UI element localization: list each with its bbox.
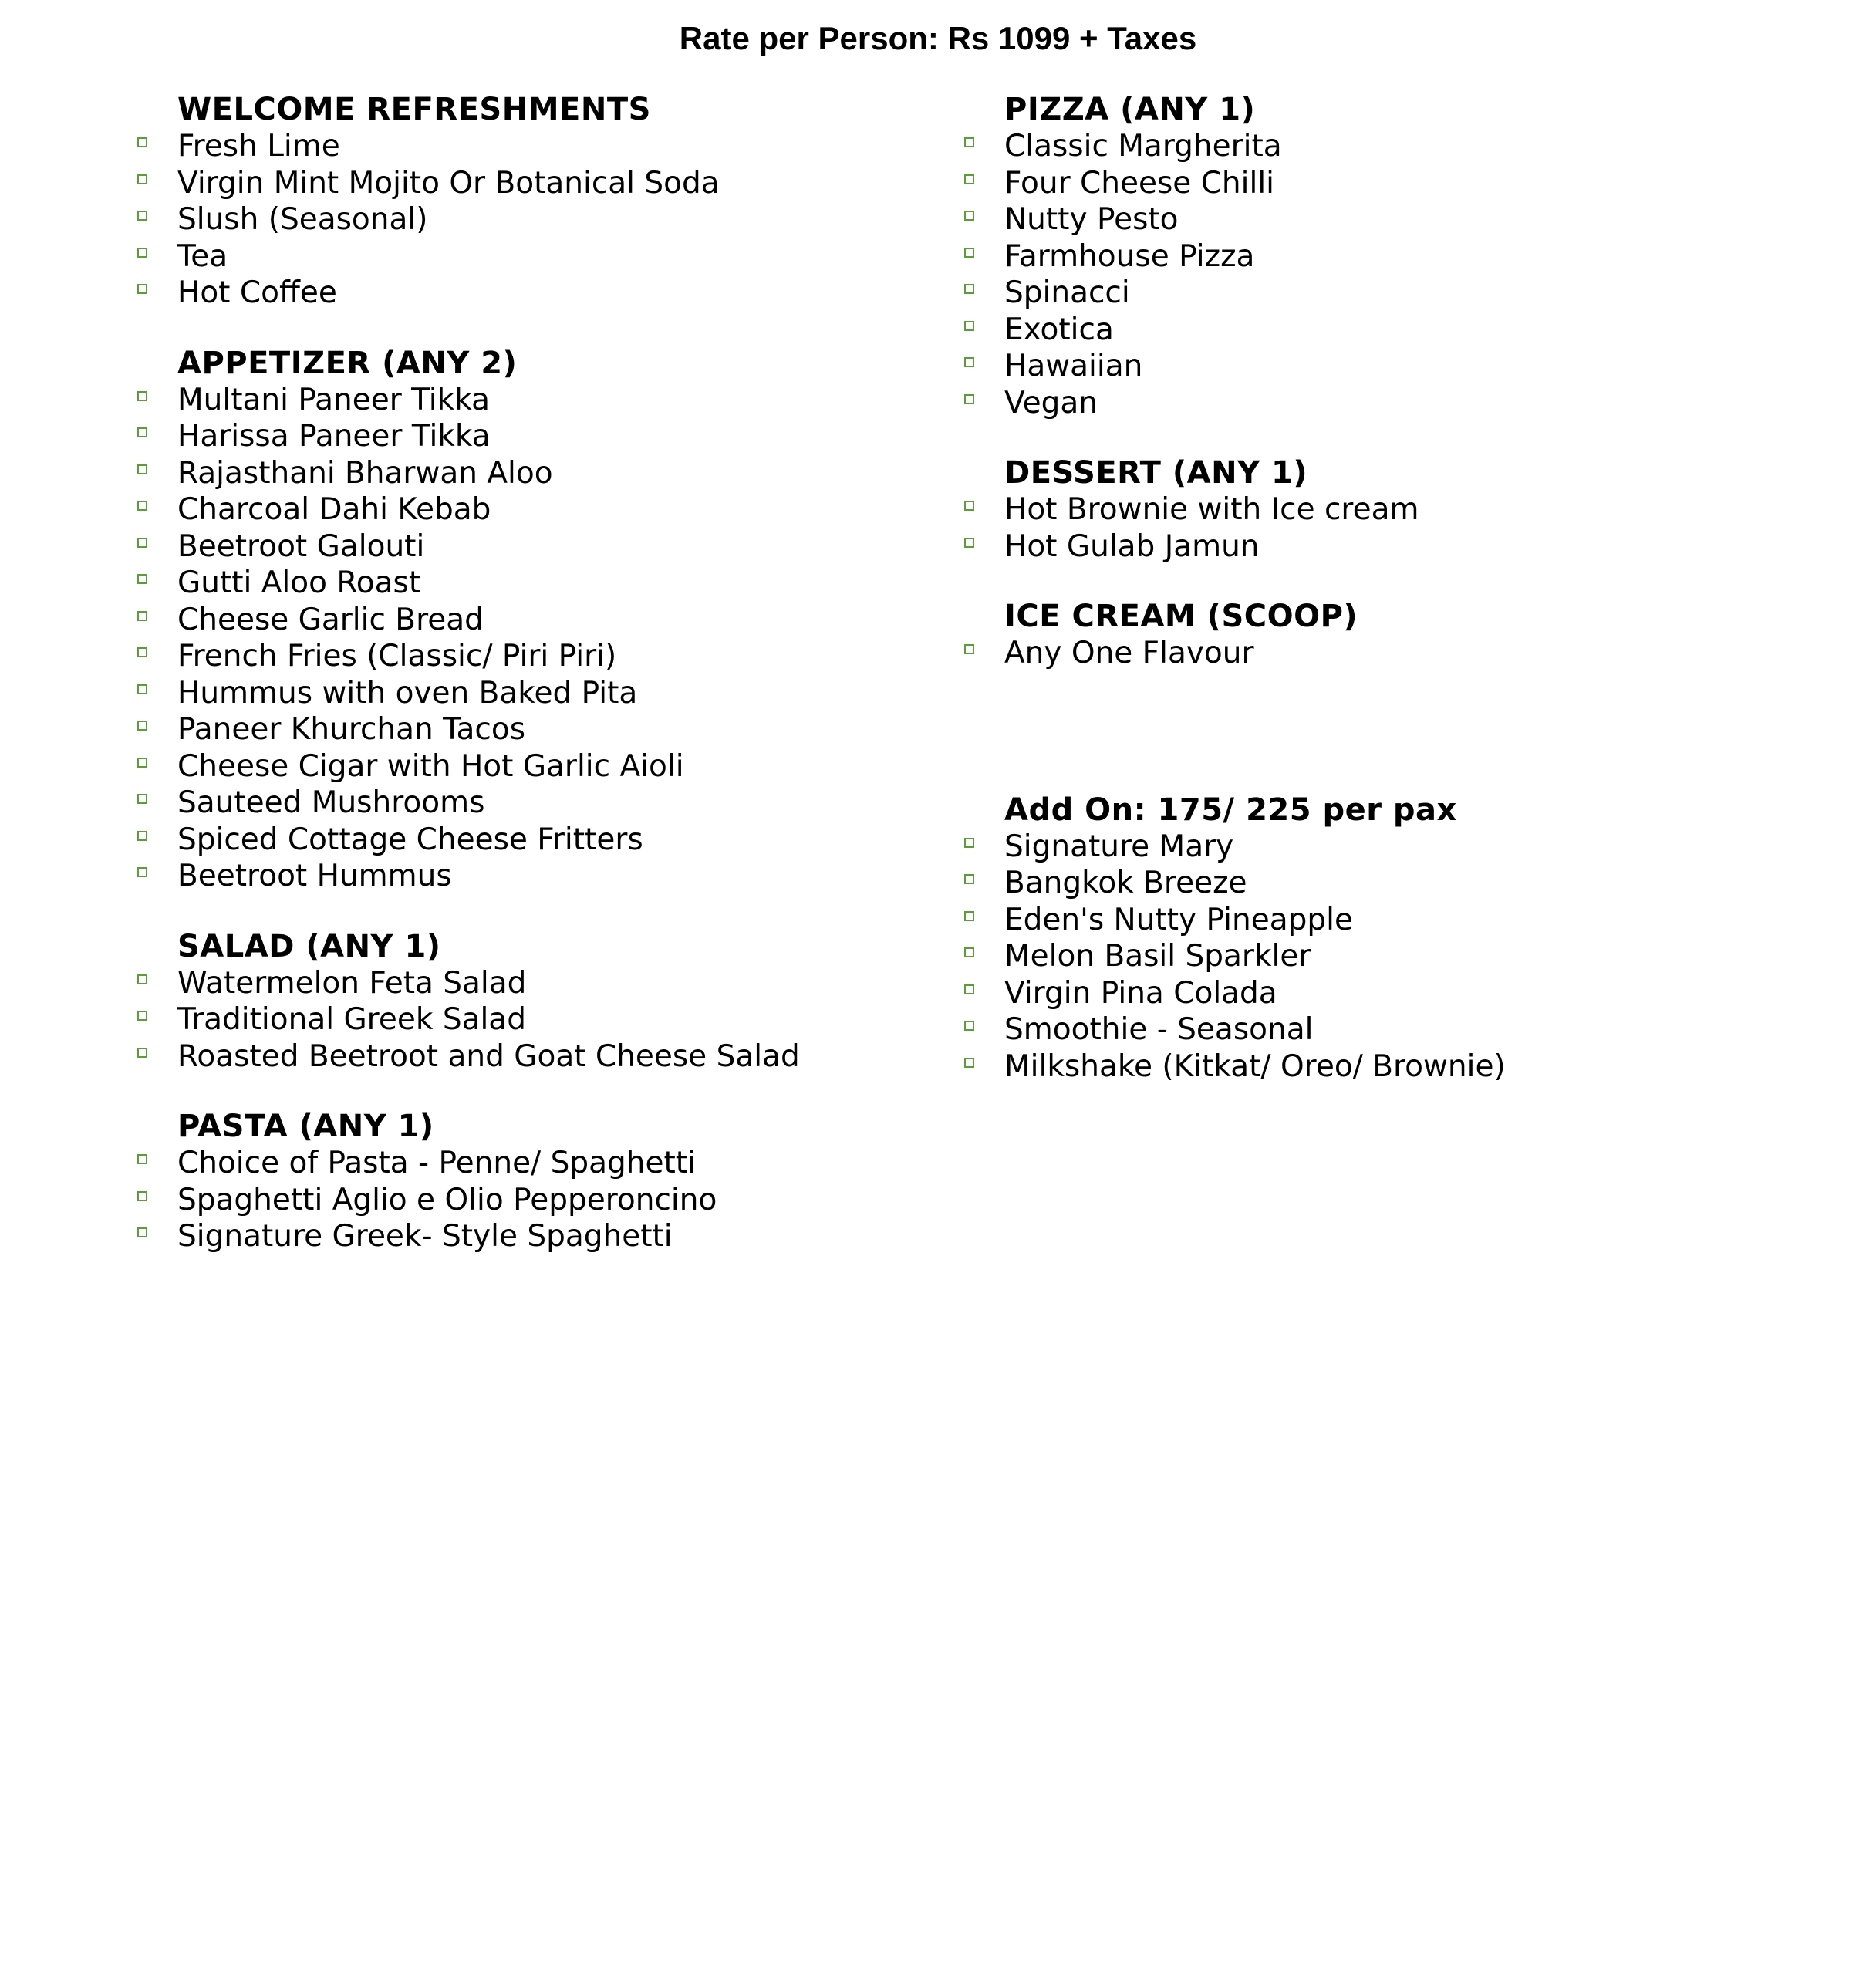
menu-item-label: Smoothie - Seasonal [1004, 1012, 1314, 1047]
menu-item-label: Traditional Greek Salad [177, 1002, 526, 1037]
checkbox-square-icon [137, 1048, 147, 1058]
menu-item [137, 275, 909, 312]
menu-item [137, 858, 909, 895]
menu-item-label: Spaghetti Aglio e Olio Pepperoncino [177, 1182, 717, 1217]
menu-item-label: Virgin Pina Colada [1004, 975, 1277, 1011]
menu-item-list [964, 635, 1813, 672]
checkbox-square-icon [137, 174, 147, 184]
checkbox-square-icon [137, 831, 147, 841]
menu-item-label: Paneer Khurchan Tacos [177, 712, 526, 747]
menu-item-label: Hot Brownie with Ice cream [1004, 492, 1419, 527]
menu-item-label: Four Cheese Chilli [1004, 165, 1274, 201]
checkbox-square-icon [964, 1058, 974, 1068]
left-column [137, 91, 909, 1255]
menu-item-label: Vegan [1004, 385, 1098, 420]
checkbox-square-icon [137, 611, 147, 621]
menu-item-label: Signature Mary [1004, 829, 1234, 864]
menu-item [964, 275, 1813, 312]
checkbox-square-icon [964, 911, 974, 921]
section-spacer [137, 895, 909, 928]
section-heading: WELCOME REFRESHMENTS [177, 92, 651, 127]
menu-item [137, 602, 909, 639]
menu-item-label: Gutti Aloo Roast [177, 565, 421, 600]
menu-item [137, 1001, 909, 1038]
menu-item [964, 635, 1813, 672]
menu-item-label: Eden's Nutty Pineapple [1004, 902, 1353, 937]
section-heading: APPETIZER (ANY 2) [177, 345, 518, 381]
menu-item-label: Beetroot Hummus [177, 859, 452, 893]
checkbox-square-icon [137, 867, 147, 877]
menu-item-label: Spiced Cottage Cheese Fritters [177, 822, 643, 857]
menu-item [137, 711, 909, 748]
checkbox-square-icon [964, 137, 974, 147]
checkbox-square-icon [964, 874, 974, 884]
checkbox-square-icon [964, 947, 974, 957]
checkbox-square-icon [137, 427, 147, 437]
section-heading: Add On: 175/ 225 per pax [1004, 792, 1457, 828]
checkbox-square-icon [137, 574, 147, 584]
menu-item-label: Melon Basil Sparkler [1004, 939, 1311, 974]
menu-item-label: Virgin Mint Mojito Or Botanical Soda [177, 165, 720, 201]
menu-item [137, 748, 909, 785]
page-title: Rate per Person: Rs 1099 + Taxes [679, 20, 1197, 56]
checkbox-square-icon [964, 501, 974, 511]
menu-section-add-on-175-225-per-pax [964, 792, 1813, 1085]
menu-item-label: Tea [177, 238, 228, 274]
menu-item [964, 1048, 1813, 1085]
menu-item-label: Hot Coffee [177, 275, 337, 310]
section-heading: SALAD (ANY 1) [177, 928, 441, 964]
menu-item-label: Exotica [1004, 312, 1114, 347]
menu-item-label: Watermelon Feta Salad [177, 965, 527, 1001]
menu-item [137, 128, 909, 165]
menu-item-list [137, 1145, 909, 1255]
section-heading: ICE CREAM (SCOOP) [1004, 599, 1358, 634]
checkbox-square-icon [964, 394, 974, 404]
menu-item-label: Slush (Seasonal) [177, 202, 428, 237]
menu-item-list [964, 491, 1813, 565]
menu-item [964, 491, 1813, 528]
menu-item [964, 829, 1813, 866]
menu-section-salad-any-1 [137, 928, 909, 1075]
menu-item [137, 1145, 909, 1182]
checkbox-square-icon [137, 464, 147, 474]
right-column [964, 91, 1813, 1085]
checkbox-square-icon [964, 174, 974, 184]
menu-item [964, 385, 1813, 422]
menu-item-label: Bangkok Breeze [1004, 866, 1247, 900]
section-spacer [964, 672, 1813, 792]
menu-item-label: Farmhouse Pizza [1004, 238, 1255, 274]
menu-section-welcome-refreshments [137, 91, 909, 312]
menu-item [964, 312, 1813, 349]
menu-item-label: Any One Flavour [1004, 636, 1254, 670]
checkbox-square-icon [137, 974, 147, 984]
section-spacer [137, 312, 909, 345]
checkbox-square-icon [137, 211, 147, 221]
menu-item [137, 1182, 909, 1219]
menu-item-label: Charcoal Dahi Kebab [177, 492, 491, 527]
section-heading: PASTA (ANY 1) [177, 1109, 434, 1144]
menu-item-list [137, 128, 909, 312]
menu-item [964, 528, 1813, 565]
menu-section-pizza-any-1 [964, 91, 1813, 421]
menu-item [964, 902, 1813, 939]
checkbox-square-icon [137, 391, 147, 401]
menu-item-label: Hawaiian [1004, 349, 1143, 383]
checkbox-square-icon [137, 1227, 147, 1237]
menu-item-list [964, 829, 1813, 1085]
checkbox-square-icon [137, 284, 147, 294]
menu-item [137, 238, 909, 275]
menu-item [137, 565, 909, 602]
section-heading: PIZZA (ANY 1) [1004, 92, 1256, 127]
checkbox-square-icon [964, 248, 974, 258]
menu-item [137, 491, 909, 528]
menu-item-label: Beetroot Galouti [177, 528, 425, 564]
checkbox-square-icon [964, 321, 974, 331]
menu-item-label: Fresh Lime [177, 129, 340, 164]
menu-item [137, 201, 909, 238]
menu-item [137, 455, 909, 492]
checkbox-square-icon [964, 838, 974, 848]
menu-item [137, 1218, 909, 1255]
menu-item [964, 165, 1813, 202]
menu-item [137, 1038, 909, 1075]
menu-item [137, 785, 909, 822]
menu-item [137, 822, 909, 859]
checkbox-square-icon [137, 721, 147, 731]
menu-item-label: Harissa Paneer Tikka [177, 419, 491, 454]
checkbox-square-icon [137, 758, 147, 768]
menu-item-list [137, 965, 909, 1075]
checkbox-square-icon [964, 211, 974, 221]
menu-section-ice-cream-scoop [964, 598, 1813, 672]
checkbox-square-icon [137, 137, 147, 147]
menu-item-label: Hot Gulab Jamun [1004, 528, 1260, 564]
section-spacer [137, 1075, 909, 1108]
menu-section-pasta-any-1 [137, 1108, 909, 1255]
menu-item [137, 965, 909, 1002]
checkbox-square-icon [137, 1191, 147, 1201]
section-spacer [964, 421, 1813, 454]
menu-section-appetizer-any-2 [137, 345, 909, 895]
section-spacer [964, 565, 1813, 598]
checkbox-square-icon [137, 1011, 147, 1021]
menu-section-dessert-any-1 [964, 454, 1813, 565]
checkbox-square-icon [964, 1021, 974, 1031]
menu-item-label: Sauteed Mushrooms [177, 785, 485, 820]
menu-item-label: Cheese Garlic Bread [177, 602, 484, 637]
menu-item-label: Hummus with oven Baked Pita [177, 675, 638, 711]
menu-item [137, 165, 909, 202]
menu-item-label: Rajasthani Bharwan Aloo [177, 455, 553, 491]
menu-item-label: Signature Greek- Style Spaghetti [177, 1219, 673, 1254]
menu-item-label: Spinacci [1004, 275, 1130, 310]
checkbox-square-icon [137, 538, 147, 548]
checkbox-square-icon [137, 501, 147, 511]
section-heading: DESSERT (ANY 1) [1004, 455, 1308, 491]
menu-item [964, 238, 1813, 275]
menu-item-label: French Fries (Classic/ Piri Piri) [177, 639, 617, 674]
menu-item [964, 201, 1813, 238]
menu-item [964, 128, 1813, 165]
menu-item [964, 348, 1813, 385]
checkbox-square-icon [964, 284, 974, 294]
menu-item-label: Roasted Beetroot and Goat Cheese Salad [177, 1038, 800, 1074]
checkbox-square-icon [964, 357, 974, 367]
checkbox-square-icon [137, 794, 147, 804]
menu-item-label: Classic Margherita [1004, 129, 1282, 164]
checkbox-square-icon [964, 644, 974, 654]
menu-item-label: Cheese Cigar with Hot Garlic Aioli [177, 748, 684, 784]
menu-item [137, 638, 909, 675]
menu-item-label: Multani Paneer Tikka [177, 382, 490, 417]
menu-item-list [137, 382, 909, 895]
checkbox-square-icon [964, 984, 974, 994]
menu-item-list [964, 128, 1813, 421]
checkbox-square-icon [137, 647, 147, 657]
menu-item-label: Milkshake (Kitkat/ Oreo/ Brownie) [1004, 1048, 1506, 1084]
checkbox-square-icon [137, 1154, 147, 1164]
menu-item-label: Nutty Pesto [1004, 202, 1179, 237]
checkbox-square-icon [964, 538, 974, 548]
menu-item [137, 418, 909, 455]
menu-item [964, 938, 1813, 975]
menu-item [964, 1011, 1813, 1048]
checkbox-square-icon [137, 684, 147, 694]
menu-item [137, 528, 909, 565]
checkbox-square-icon [137, 248, 147, 258]
menu-item [137, 382, 909, 419]
menu-item [964, 865, 1813, 902]
menu-item [964, 975, 1813, 1012]
menu-item [137, 675, 909, 712]
menu-item-label: Choice of Pasta - Penne/ Spaghetti [177, 1146, 696, 1180]
